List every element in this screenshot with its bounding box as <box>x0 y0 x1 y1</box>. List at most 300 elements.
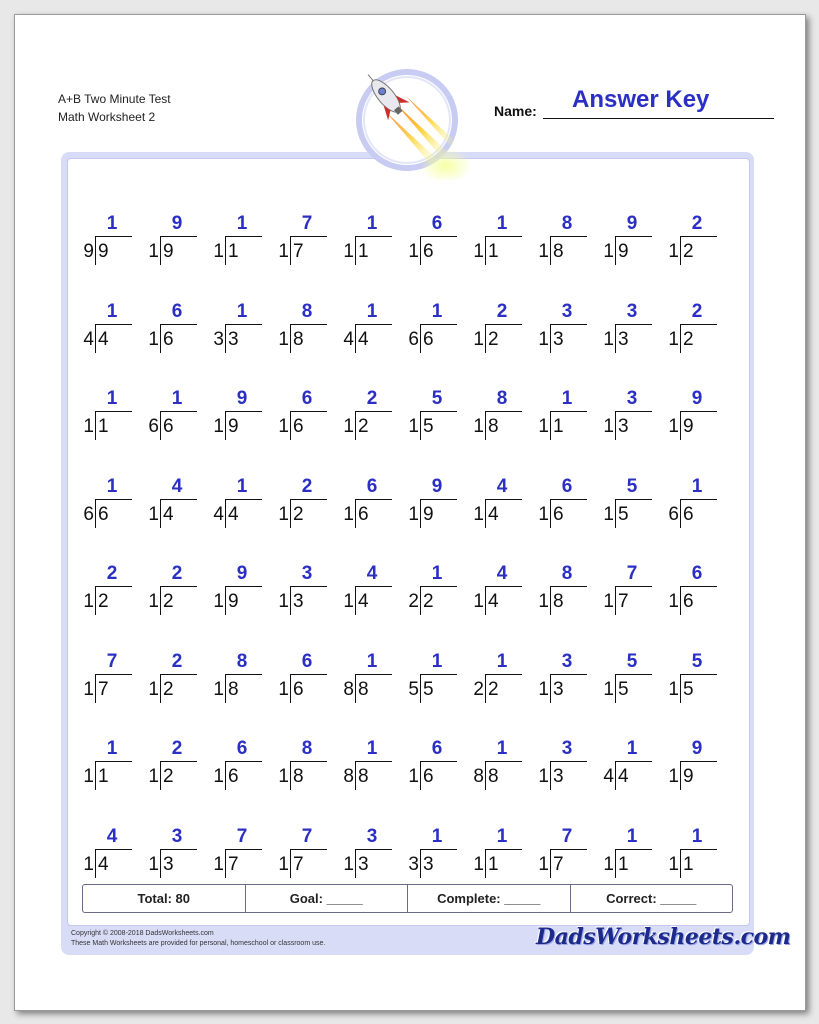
dividend: 6 <box>228 766 239 787</box>
division-problem <box>145 651 197 709</box>
dividend: 9 <box>228 591 239 612</box>
dividend: 2 <box>683 328 694 350</box>
division-problem <box>470 213 522 271</box>
divisor: 4 <box>603 766 614 787</box>
quotient-answer: 3 <box>626 300 638 322</box>
division-problem <box>210 388 262 446</box>
quotient-answer: 1 <box>366 300 378 322</box>
division-problem <box>665 738 717 796</box>
quotient-answer: 7 <box>301 213 313 234</box>
quotient-answer: 6 <box>561 475 573 497</box>
division-problem <box>600 476 652 534</box>
dividend: 7 <box>618 591 629 612</box>
quotient-answer: 6 <box>691 563 703 584</box>
problem-grid <box>67 158 750 926</box>
quotient-answer: 2 <box>106 563 118 584</box>
divisor: 1 <box>473 416 484 437</box>
problem-panel <box>61 152 754 955</box>
division-problem <box>275 738 327 796</box>
division-problem <box>340 826 392 884</box>
divisor: 1 <box>278 328 289 350</box>
quotient-answer: 8 <box>561 563 573 584</box>
dividend: 2 <box>163 678 174 700</box>
dividend: 2 <box>293 503 304 525</box>
dividend: 2 <box>163 766 174 787</box>
goal-field: Goal: _____ <box>246 885 409 912</box>
divisor: 3 <box>408 853 419 875</box>
divisor: 1 <box>668 766 679 787</box>
quotient-answer: 1 <box>496 825 508 847</box>
dividend: 4 <box>163 503 174 525</box>
dividend: 3 <box>553 678 564 700</box>
quotient-answer: 2 <box>691 300 703 322</box>
divisor: 1 <box>343 591 354 612</box>
quotient-answer: 1 <box>496 650 508 672</box>
dividend: 3 <box>423 853 434 875</box>
dividend: 5 <box>618 503 629 525</box>
dividend: 9 <box>683 766 694 787</box>
division-problem <box>535 563 587 621</box>
division-problem <box>275 213 327 271</box>
dividend: 3 <box>553 328 564 350</box>
dividend: 2 <box>488 678 499 700</box>
quotient-answer: 9 <box>171 213 183 234</box>
divisor: 1 <box>603 416 614 437</box>
division-problem <box>210 738 262 796</box>
dividend: 6 <box>423 766 434 787</box>
division-problem <box>145 563 197 621</box>
quotient-answer: 9 <box>691 738 703 759</box>
dividend: 8 <box>358 678 369 700</box>
dividend: 5 <box>618 678 629 700</box>
rocket-icon <box>352 62 470 180</box>
divisor: 8 <box>343 766 354 787</box>
brand-logo: DadsWorksheets.com <box>536 924 791 950</box>
divisor: 1 <box>603 591 614 612</box>
name-label: Name: <box>494 103 537 119</box>
worksheet-subtitle: Math Worksheet 2 <box>58 110 156 124</box>
divisor: 1 <box>278 591 289 612</box>
divisor: 1 <box>83 591 94 612</box>
dividend: 7 <box>293 241 304 262</box>
divisor: 1 <box>408 416 419 437</box>
divisor: 6 <box>148 416 159 437</box>
divisor: 1 <box>148 853 159 875</box>
quotient-answer: 9 <box>236 388 248 409</box>
divisor: 1 <box>213 766 224 787</box>
division-problem <box>665 826 717 884</box>
division-problem <box>210 476 262 534</box>
quotient-answer: 1 <box>496 738 508 759</box>
complete-field: Complete: _____ <box>408 885 571 912</box>
quotient-answer: 1 <box>431 650 443 672</box>
division-problem <box>145 738 197 796</box>
divisor: 1 <box>538 328 549 350</box>
divisor: 1 <box>278 678 289 700</box>
division-problem <box>340 213 392 271</box>
division-problem <box>535 476 587 534</box>
quotient-answer: 2 <box>496 300 508 322</box>
division-problem <box>405 388 457 446</box>
division-problem <box>145 213 197 271</box>
quotient-answer: 1 <box>236 300 248 322</box>
correct-field: Correct: _____ <box>606 891 697 906</box>
division-problem <box>535 388 587 446</box>
dividend: 8 <box>293 766 304 787</box>
division-problem <box>80 213 132 271</box>
dividend: 5 <box>423 678 434 700</box>
dividend: 7 <box>98 678 109 700</box>
dividend: 4 <box>488 503 499 525</box>
divisor: 1 <box>343 241 354 262</box>
quotient-answer: 8 <box>561 213 573 234</box>
divisor: 1 <box>83 766 94 787</box>
dividend: 2 <box>423 591 434 612</box>
divisor: 1 <box>213 853 224 875</box>
divisor: 1 <box>668 241 679 262</box>
quotient-answer: 3 <box>561 738 573 759</box>
division-problem <box>340 388 392 446</box>
dividend: 1 <box>618 853 629 875</box>
worksheet-title: A+B Two Minute Test <box>58 92 171 106</box>
quotient-answer: 1 <box>106 388 118 409</box>
quotient-answer: 1 <box>431 825 443 847</box>
dividend: 8 <box>553 241 564 262</box>
dividend: 1 <box>98 416 109 437</box>
division-problem <box>600 213 652 271</box>
divisor: 4 <box>83 328 94 350</box>
quotient-answer: 1 <box>691 825 703 847</box>
divisor: 1 <box>473 503 484 525</box>
dividend: 6 <box>358 503 369 525</box>
dividend: 7 <box>293 853 304 875</box>
divisor: 1 <box>213 416 224 437</box>
dividend: 8 <box>553 591 564 612</box>
divisor: 1 <box>408 503 419 525</box>
divisor: 9 <box>83 241 94 262</box>
quotient-answer: 5 <box>431 388 443 409</box>
quotient-answer: 3 <box>366 825 378 847</box>
division-problem <box>340 476 392 534</box>
quotient-answer: 4 <box>496 475 508 497</box>
quotient-answer: 2 <box>171 563 183 584</box>
quotient-answer: 4 <box>171 475 183 497</box>
quotient-answer: 2 <box>171 650 183 672</box>
quotient-answer: 4 <box>496 563 508 584</box>
division-problem <box>80 476 132 534</box>
division-problem <box>470 301 522 359</box>
divisor: 1 <box>213 241 224 262</box>
dividend: 8 <box>488 416 499 437</box>
dividend: 5 <box>683 678 694 700</box>
quotient-answer: 6 <box>236 738 248 759</box>
quotient-answer: 6 <box>431 738 443 759</box>
dividend: 4 <box>618 766 629 787</box>
quotient-answer: 8 <box>301 738 313 759</box>
quotient-answer: 4 <box>106 825 118 847</box>
quotient-answer: 2 <box>301 475 313 497</box>
quotient-answer: 7 <box>301 825 313 847</box>
divisor: 1 <box>668 591 679 612</box>
dividend: 3 <box>293 591 304 612</box>
quotient-answer: 1 <box>106 300 118 322</box>
dividend: 3 <box>228 328 239 350</box>
dividend: 9 <box>228 416 239 437</box>
dividend: 4 <box>358 591 369 612</box>
dividend: 9 <box>618 241 629 262</box>
copyright-line: Copyright © 2008-2018 DadsWorksheets.com <box>71 930 214 937</box>
quotient-answer: 1 <box>366 738 378 759</box>
divisor: 1 <box>148 328 159 350</box>
divisor: 1 <box>603 678 614 700</box>
dividend: 6 <box>553 503 564 525</box>
division-problem <box>600 301 652 359</box>
dividend: 9 <box>163 241 174 262</box>
quotient-answer: 4 <box>366 563 378 584</box>
divisor: 4 <box>213 503 224 525</box>
dividend: 6 <box>163 328 174 350</box>
quotient-answer: 2 <box>366 388 378 409</box>
usage-line: These Math Worksheets are provided for personal, homeschool or classroom use. <box>71 940 326 947</box>
divisor: 2 <box>473 678 484 700</box>
dividend: 4 <box>488 591 499 612</box>
dividend: 1 <box>358 241 369 262</box>
quotient-answer: 1 <box>106 475 118 497</box>
quotient-answer: 7 <box>626 563 638 584</box>
division-problem <box>340 651 392 709</box>
quotient-answer: 1 <box>691 475 703 497</box>
quotient-answer: 1 <box>431 300 443 322</box>
dividend: 6 <box>163 416 174 437</box>
division-problem <box>405 563 457 621</box>
quotient-answer: 7 <box>106 650 118 672</box>
copyright-notice <box>71 929 325 949</box>
division-problem <box>405 301 457 359</box>
dividend: 1 <box>683 853 694 875</box>
divisor: 1 <box>213 678 224 700</box>
division-problem <box>80 826 132 884</box>
division-problem <box>80 651 132 709</box>
division-problem <box>275 476 327 534</box>
division-problem <box>405 826 457 884</box>
division-problem <box>210 826 262 884</box>
dividend: 4 <box>98 328 109 350</box>
division-problem <box>145 476 197 534</box>
dividend: 1 <box>488 853 499 875</box>
division-problem <box>340 301 392 359</box>
division-problem <box>600 738 652 796</box>
divisor: 1 <box>408 241 419 262</box>
dividend: 6 <box>293 678 304 700</box>
dividend: 8 <box>488 766 499 787</box>
divisor: 1 <box>473 853 484 875</box>
dividend: 2 <box>358 416 369 437</box>
divisor: 1 <box>343 853 354 875</box>
divisor: 1 <box>148 678 159 700</box>
divisor: 1 <box>538 853 549 875</box>
dividend: 6 <box>423 328 434 350</box>
dividend: 2 <box>683 241 694 262</box>
division-problem <box>275 301 327 359</box>
quotient-answer: 1 <box>236 475 248 497</box>
dividend: 6 <box>293 416 304 437</box>
divisor: 3 <box>213 328 224 350</box>
quotient-answer: 1 <box>106 213 118 234</box>
division-problem <box>80 563 132 621</box>
quotient-answer: 3 <box>301 563 313 584</box>
divisor: 1 <box>668 678 679 700</box>
division-problem <box>405 213 457 271</box>
division-problem <box>275 388 327 446</box>
dividend: 6 <box>423 241 434 262</box>
divisor: 1 <box>278 416 289 437</box>
quotient-answer: 1 <box>626 825 638 847</box>
dividend: 2 <box>98 591 109 612</box>
division-problem <box>145 388 197 446</box>
division-problem <box>665 388 717 446</box>
dividend: 9 <box>98 241 109 262</box>
divisor: 1 <box>473 591 484 612</box>
divisor: 1 <box>148 503 159 525</box>
division-problem <box>80 738 132 796</box>
divisor: 1 <box>538 678 549 700</box>
quotient-answer: 8 <box>301 300 313 322</box>
quotient-answer: 3 <box>561 650 573 672</box>
division-problem <box>275 651 327 709</box>
divisor: 1 <box>213 591 224 612</box>
divisor: 1 <box>278 241 289 262</box>
division-problem <box>275 563 327 621</box>
divisor: 1 <box>603 328 614 350</box>
divisor: 1 <box>278 766 289 787</box>
division-problem <box>405 738 457 796</box>
divisor: 1 <box>668 416 679 437</box>
dividend: 1 <box>553 416 564 437</box>
dividend: 4 <box>98 853 109 875</box>
division-problem <box>535 826 587 884</box>
name-value: Answer Key <box>572 86 710 113</box>
dividend: 6 <box>98 503 109 525</box>
division-problem <box>275 826 327 884</box>
divisor: 8 <box>343 678 354 700</box>
dividend: 7 <box>553 853 564 875</box>
dividend: 4 <box>358 328 369 350</box>
dividend: 3 <box>358 853 369 875</box>
quotient-answer: 5 <box>626 650 638 672</box>
division-problem <box>145 301 197 359</box>
quotient-answer: 1 <box>561 388 573 409</box>
dividend: 3 <box>618 328 629 350</box>
divisor: 1 <box>278 853 289 875</box>
division-problem <box>665 213 717 271</box>
quotient-answer: 3 <box>561 300 573 322</box>
quotient-answer: 5 <box>691 650 703 672</box>
divisor: 1 <box>278 503 289 525</box>
division-problem <box>340 738 392 796</box>
quotient-answer: 6 <box>366 475 378 497</box>
divisor: 1 <box>668 328 679 350</box>
divisor: 6 <box>668 503 679 525</box>
division-problem <box>210 213 262 271</box>
divisor: 6 <box>408 328 419 350</box>
quotient-answer: 6 <box>301 650 313 672</box>
quotient-answer: 6 <box>301 388 313 409</box>
divisor: 1 <box>148 241 159 262</box>
division-problem <box>405 476 457 534</box>
division-problem <box>665 301 717 359</box>
division-problem <box>145 826 197 884</box>
quotient-answer: 5 <box>626 475 638 497</box>
divisor: 6 <box>83 503 94 525</box>
division-problem <box>600 826 652 884</box>
division-problem <box>210 563 262 621</box>
division-problem <box>210 301 262 359</box>
division-problem <box>535 738 587 796</box>
divisor: 1 <box>538 766 549 787</box>
divisor: 1 <box>148 766 159 787</box>
division-problem <box>470 826 522 884</box>
quotient-answer: 1 <box>431 563 443 584</box>
divisor: 1 <box>343 416 354 437</box>
quotient-answer: 6 <box>431 213 443 234</box>
division-problem <box>405 651 457 709</box>
quotient-answer: 8 <box>236 650 248 672</box>
divisor: 2 <box>408 591 419 612</box>
dividend: 1 <box>488 241 499 262</box>
division-problem <box>470 476 522 534</box>
division-problem <box>470 738 522 796</box>
name-underline <box>543 118 774 119</box>
dividend: 8 <box>228 678 239 700</box>
dividend: 8 <box>358 766 369 787</box>
dividend: 2 <box>163 591 174 612</box>
divisor: 1 <box>473 241 484 262</box>
division-problem <box>665 476 717 534</box>
divisor: 1 <box>538 591 549 612</box>
division-problem <box>470 563 522 621</box>
division-problem <box>470 651 522 709</box>
quotient-answer: 1 <box>236 213 248 234</box>
quotient-answer: 8 <box>496 388 508 409</box>
quotient-answer: 7 <box>236 825 248 847</box>
quotient-answer: 1 <box>366 650 378 672</box>
dividend: 6 <box>683 503 694 525</box>
divisor: 1 <box>473 328 484 350</box>
divisor: 8 <box>473 766 484 787</box>
division-problem <box>665 563 717 621</box>
quotient-answer: 7 <box>561 825 573 847</box>
dividend: 3 <box>163 853 174 875</box>
divisor: 5 <box>408 678 419 700</box>
division-problem <box>80 388 132 446</box>
quotient-answer: 1 <box>496 213 508 234</box>
dividend: 8 <box>293 328 304 350</box>
divisor: 1 <box>538 503 549 525</box>
division-problem <box>535 213 587 271</box>
divisor: 1 <box>83 853 94 875</box>
division-problem <box>470 388 522 446</box>
dividend: 9 <box>683 416 694 437</box>
division-problem <box>340 563 392 621</box>
quotient-answer: 9 <box>626 213 638 234</box>
divisor: 1 <box>408 766 419 787</box>
division-problem <box>80 301 132 359</box>
dividend: 2 <box>488 328 499 350</box>
quotient-answer: 9 <box>236 563 248 584</box>
divisor: 4 <box>343 328 354 350</box>
divisor: 1 <box>538 241 549 262</box>
dividend: 4 <box>228 503 239 525</box>
